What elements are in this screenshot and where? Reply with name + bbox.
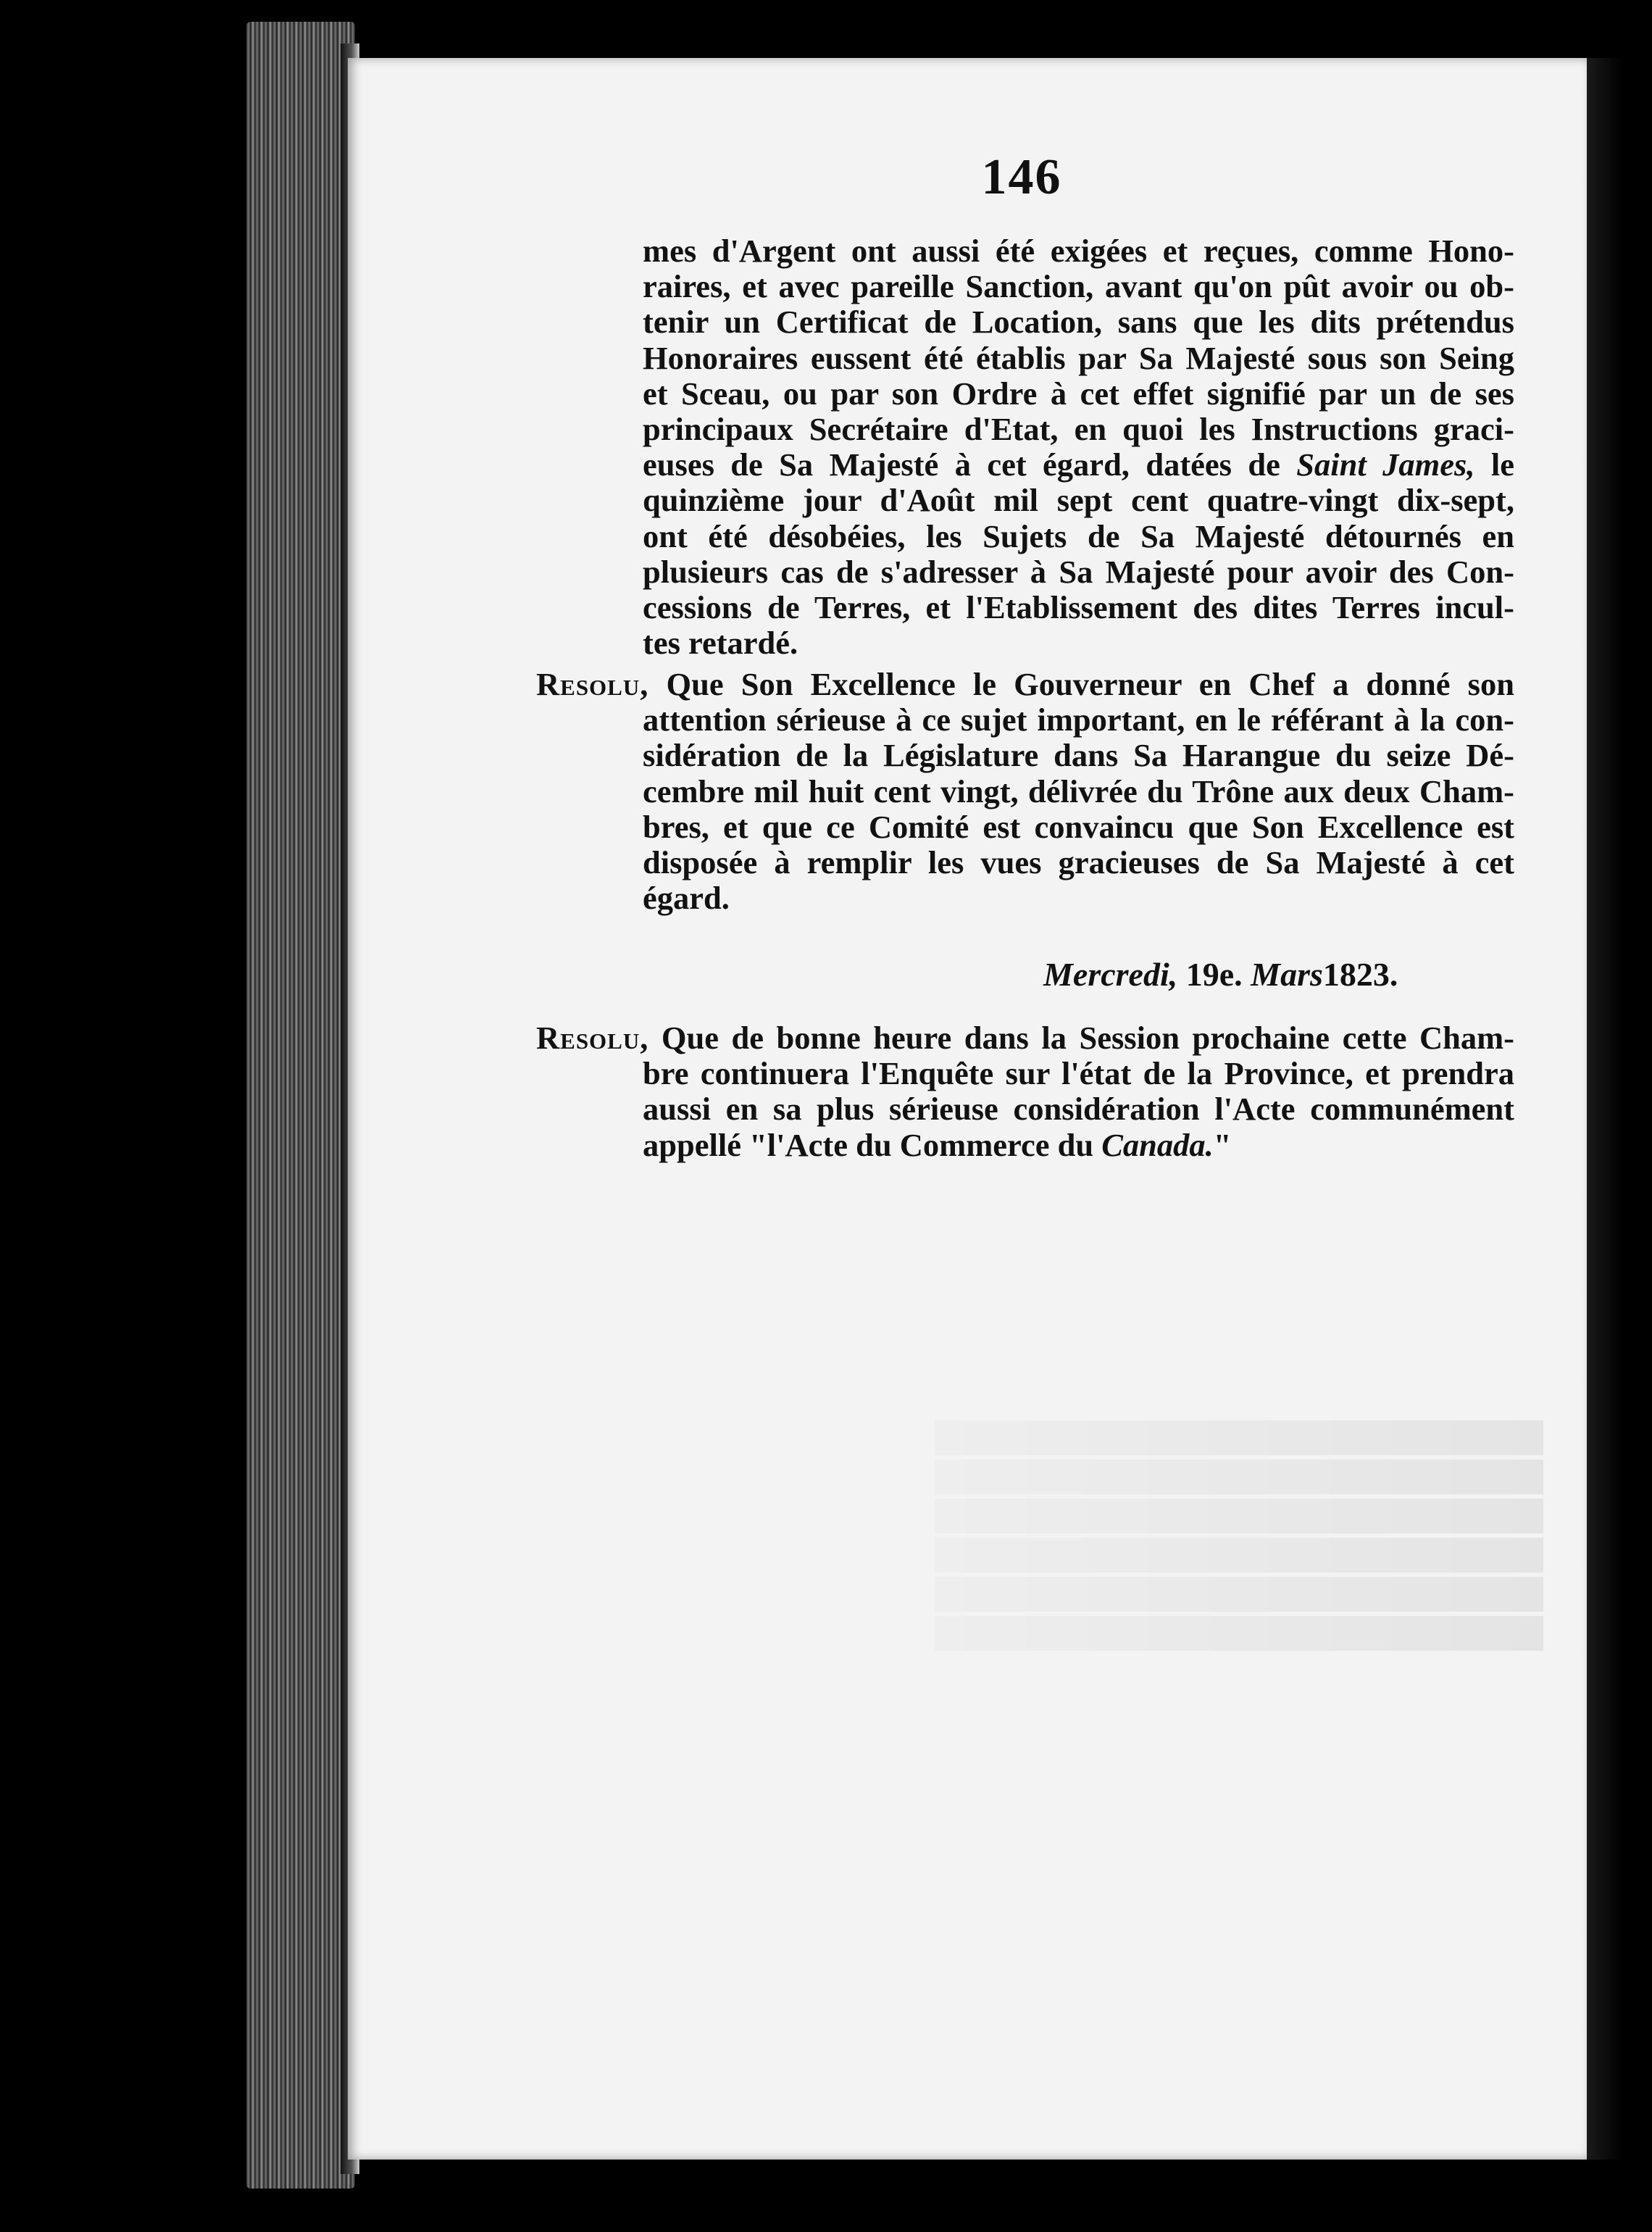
text-line: ont été désobéies, les Sujets de Sa Majesté détournés en [643, 517, 1514, 554]
place-name: Canada. [1101, 1126, 1214, 1163]
resolu-label: Resolu, [536, 1020, 649, 1056]
text-line: cessions de Terres, et l'Etablissement des dites Terres incul- [643, 589, 1514, 626]
text-line: et Sceau, ou par son Ordre à cet effet signifié par un de ses [643, 375, 1514, 412]
text-line: cembre mil huit cent vingt, délivrée du Trône aux deux Cham- [643, 773, 1514, 809]
text-line: bre continuera l'Enquête sur l'état de la Province, et prendra [643, 1055, 1514, 1092]
text-line: quinzième jour d'Août mil sept cent quatre-vingt dix-sept, [643, 482, 1514, 519]
closing-quote: " [1213, 1126, 1232, 1163]
page-right-edge [1587, 58, 1623, 2160]
resolution-1 [536, 667, 1514, 916]
page-number: 146 [981, 149, 1062, 205]
text-line: sidération de la Législature dans Sa Harangue du seize Dé- [643, 737, 1514, 774]
paragraph-1 [643, 233, 1514, 661]
text-line [536, 667, 1514, 702]
text-line: égard. [643, 880, 730, 917]
text-line: plusieurs cas de s'adresser à Sa Majesté pour avoir des Con- [643, 553, 1514, 590]
bleed-line [935, 1616, 1543, 1651]
text-line: raires, et avec pareille Sanction, avant qu'on pût avoir ou ob- [643, 268, 1514, 305]
show-through-from-reverse [935, 1420, 1543, 1655]
resolution-2 [536, 1020, 1514, 1163]
text-line [536, 1128, 1514, 1163]
text-line: principaux Secrétaire d'Etat, en quoi les Instructions graci- [643, 411, 1514, 448]
date-day: Mercredi, [1043, 956, 1178, 993]
text-line: disposée à remplir les vues gracieuses de Sa Majesté à cet [643, 844, 1514, 881]
text-line [643, 447, 1514, 483]
bleed-line [935, 1499, 1543, 1533]
date-year: 1823. [1322, 956, 1398, 993]
bleed-line [935, 1420, 1543, 1455]
text-fragment: Que de bonne heure dans la Session prochaine cette Cham- [661, 1020, 1515, 1056]
date-month: Mars [1251, 956, 1323, 993]
book-page-edges [246, 22, 355, 2189]
date-number: 19e. [1185, 956, 1243, 993]
text-line: mes d'Argent ont aussi été exigées et reçues, comme Hono- [643, 233, 1514, 269]
text-line [536, 1020, 1514, 1056]
bleed-line [935, 1459, 1543, 1494]
text-line: tenir un Certificat de Location, sans que les dits prétendus [643, 304, 1514, 341]
resolu-label: Resolu, [536, 666, 649, 702]
date-heading [1043, 955, 1435, 994]
text-line: aussi en sa plus sérieuse considération l'Acte communément [643, 1091, 1514, 1128]
text-fragment: euses de Sa Majesté à cet égard, datées de [643, 446, 1280, 483]
text-fragment: Que Son Excellence le Gouverneur en Chef a donné son [666, 666, 1514, 702]
bleed-line [935, 1538, 1543, 1573]
text-line: Honoraires eussent été établis par Sa Majesté sous son Seing [643, 339, 1514, 376]
text-fragment: le [1490, 446, 1514, 483]
text-line: bres, et que ce Comité est convaincu que Son Excellence est [643, 808, 1514, 845]
place-name: Saint James, [1296, 446, 1475, 483]
text-fragment: appellé "l'Acte du Commerce du [643, 1126, 1094, 1163]
text-line: attention sérieuse à ce sujet important, en le référant à la con- [643, 701, 1514, 738]
text-line: tes retardé. [643, 625, 798, 662]
bleed-line [935, 1577, 1543, 1612]
